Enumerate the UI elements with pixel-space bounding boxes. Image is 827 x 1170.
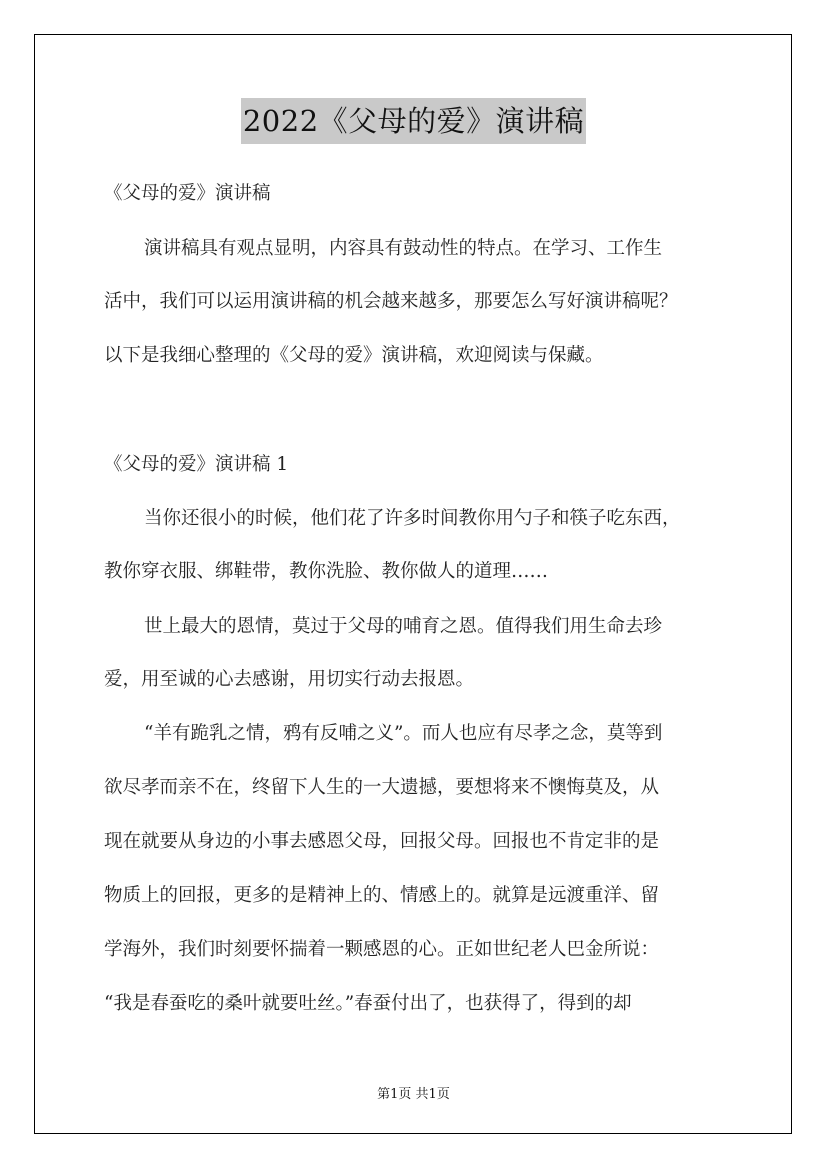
- intro-line: 活中，我们可以运用演讲稿的机会越来越多，那要怎么写好演讲稿呢？: [104, 291, 678, 312]
- section-heading: 《父母的爱》演讲稿 1: [104, 454, 289, 475]
- page-footer: 第1页 共1页: [377, 1087, 450, 1102]
- body-line: 世上最大的恩情，莫过于父母的哺育之恩。值得我们用生命去珍: [144, 616, 663, 637]
- body-line: 学海外，我们时刻要怀揣着一颗感恩的心。正如世纪老人巴金所说：: [104, 939, 660, 960]
- body-line: 教你穿衣服、绑鞋带，教你洗脸、教你做人的道理……: [104, 561, 549, 582]
- intro-line: 以下是我细心整理的《父母的爱》演讲稿，欢迎阅读与保藏。: [104, 345, 604, 366]
- intro-line: 演讲稿具有观点显明，内容具有鼓动性的特点。在学习、工作生: [144, 238, 663, 259]
- body-line: 当你还很小的时候，他们花了许多时间教你用勺子和筷子吃东西，: [144, 508, 681, 529]
- body-line: 现在就要从身边的小事去感恩父母，回报父母。回报也不肯定非的是: [104, 831, 660, 852]
- body-line: 爱，用至诚的心去感谢，用切实行动去报恩。: [104, 669, 475, 690]
- document-title: 2022《父母的爱》演讲稿: [241, 98, 586, 144]
- title-container: [0, 98, 827, 144]
- body-line: “羊有跪乳之情，鸦有反哺之义”。而人也应有尽孝之念，莫等到: [144, 723, 663, 744]
- body-line: 欲尽孝而亲不在，终留下人生的一大遗撼，要想将来不懊悔莫及，从: [104, 777, 660, 798]
- subtitle: 《父母的爱》演讲稿: [104, 183, 271, 204]
- body-line: “我是春蚕吃的桑叶就要吐丝。”春蚕付出了，也获得了，得到的却: [104, 993, 632, 1014]
- body-line: 物质上的回报，更多的是精神上的、情感上的。就算是远渡重洋、留: [104, 885, 660, 906]
